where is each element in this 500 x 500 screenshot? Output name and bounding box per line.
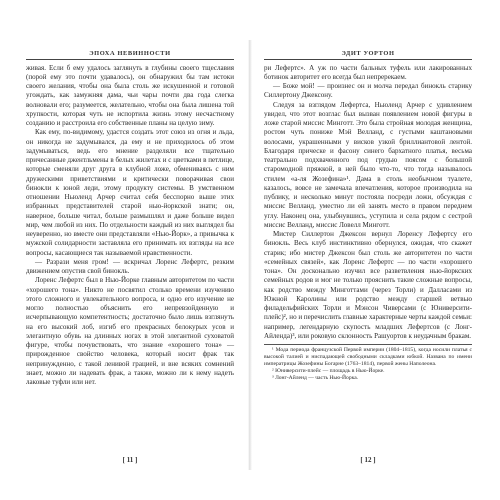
footnote-1: ¹ Мода периода французской Первой империи (1804–1815), когда носили платья с высокой талией и ниспадающей свободными складками юбкой. Названа по имени императрицы Жозефины Богарне (1763–1814), первой жены Наполеона. [264,347,472,368]
right-paragraph-2: — Боже мой! — произнес он и молча передал бинокль старику Силлертону Джексону. [264,82,472,100]
footnotes [264,344,472,382]
right-page [264,50,472,430]
footnote-3: ³ Лонг-Айленд — часть Нью-Йорка. [272,375,359,382]
right-page-number: [ 12 ] [360,456,376,464]
left-page-text [26,64,234,388]
left-page-number: [ 11 ] [122,456,138,464]
left-paragraph-2: Как ему, по-видимому, удастся создать этот союз из огня и льда, он никогда не задумывался, да ему и не приходилось об этом задумываться, ведь его мнение разделяли все тщательно причесанные джентльмены в белых жилетах и с цветками в петлице, которые сменяли друг друга в клубной ложе, обмениваясь с ним дружескими приветствиями и критически поворачивая свои бинокли к юной леди, этому продукту системы. В умственном отношении Ньюленд Арчер считал себя бесспорно выше этих избранных представителей старой нью-йоркской знати; он, наверное, больше читал, больше размышлял и даже больше видел мир, чем любой из них. По отдельности каждый из них выглядел бы неуверенно, но вместе они представляли «Нью-Йорк», а привычка к мужской солидарности заставляла его принимать их взгляды на все вопросы, касающиеся так называемой нравственности. [26,128,234,257]
left-running-head: ЭПОХА НЕВИННОСТИ [26,50,234,60]
left-paragraph-3: — Разрази меня гром! — вскричал Лоренс Лефертс, резким движением опустив свой бинокль. [26,257,234,275]
left-page [26,50,234,430]
right-page-text [264,64,472,342]
left-paragraph-1: живая. Если б ему удалось заглянуть в глубины своего тщеславия (порой ему это почти удавалось), он обнаружил бы там истоки своего желания, чтобы она была столь же искушенной и готовой угождать, как замужняя дама, чьи чары почти два года слегка волновали его; разумеется, желательно, чтобы она была лишена той хрупкости, которая чуть не испортила жизнь этому несчастному созданию и расстроила его собственные планы на целую зиму. [26,63,234,127]
left-paragraph-4: Лоренс Лефертс был в Нью-Йорке главным авторитетом по части «хорошего тона». Никто не посвятил столько времени изучению этого сложного и увлекательного вопроса, и одно его изучение не могло полностью объяснить его непревзойденную и исчерпывающую компетентность; достаточно было лишь взглянуть на его высокий лоб, изгиб его прекрасных белокурых усов и элегантную обувь на длинных ногах в этой элегантной суховатой фигуре, чтобы почувствовать, что знание «хорошего тона» — прирожденное свойство человека, который носит фрак так непринужденно, с такой ленивой грацией, и вне всяких сомнений знает, можно ли надевать фрак, а также, можно ли к нему надеть лаковые туфли или нет. [26,276,234,386]
book-gutter [248,40,252,470]
right-paragraph-3: Следуя за взглядом Лефертса, Ньюленд Арчер с удивлением увидел, что этот возглас был вызван появлением новой фигуры в ложе старой миссис Минготт. Это была стройная молодая женщина, ростом чуть пониже Мэй Велланд, с густыми каштановыми волосами, украшенными у висков узкой бриллиантовой лентой. Благодаря прическе и фасону синего бархатного платья, весьма театрально подхваченного под грудью поясом с большой старомодной пряжкой, в ней было что-то, что тогда называлось стилем «а-ля Жозефина»¹. Дама в столь необычном туалете, казалось, вовсе не замечала впечатления, которое производила на публику, и несколько минут постояла посреди ложи, обсуждая с миссис Велланд, уместно ли ей занять место в правом переднем углу. Наконец она, улыбнувшись, уступила и села рядом с сестрой миссис Велланд, миссис Ловелл Минготт. [264,100,472,229]
right-paragraph-4: Мистер Силлертон Джексон вернул Лоренсу Лефертсу его бинокль. Весь клуб инстинктивно обернулся, ожидая, что скажет старик; ибо мистер Джексон был столь же авторитетен по части «семейных связей», как Лоренс Лефертс — по части «хорошего тона». Он досконально изучил все разветвления нью-йоркских семейных родов и мог не только прояснить такие сложные вопросы, как родство между Минготтами (через Торли) и Далласами из Южной Каролины или родство между старшей ветвью филадельфийских Торли и Мэнсон Чиверсами (с Юниверсити-плейс)², но и перечислить главные характерные черты каждой семьи: например, легендарную скупость младших Лефертсов (с Лонг-Айленда)³, или роковую склонность Рашуортов к неудачным бракам. [264,230,472,340]
right-running-head: ЭДИТ УОРТОН [264,50,472,60]
footnote-2: ² Юниверсити-плейс — площадь в Нью-Йорке. [272,368,385,375]
right-paragraph-1: ри Лефертс». А уж по части бальных туфель или лакированных ботинок авторитет его всегда был непререкаем. [264,63,472,81]
